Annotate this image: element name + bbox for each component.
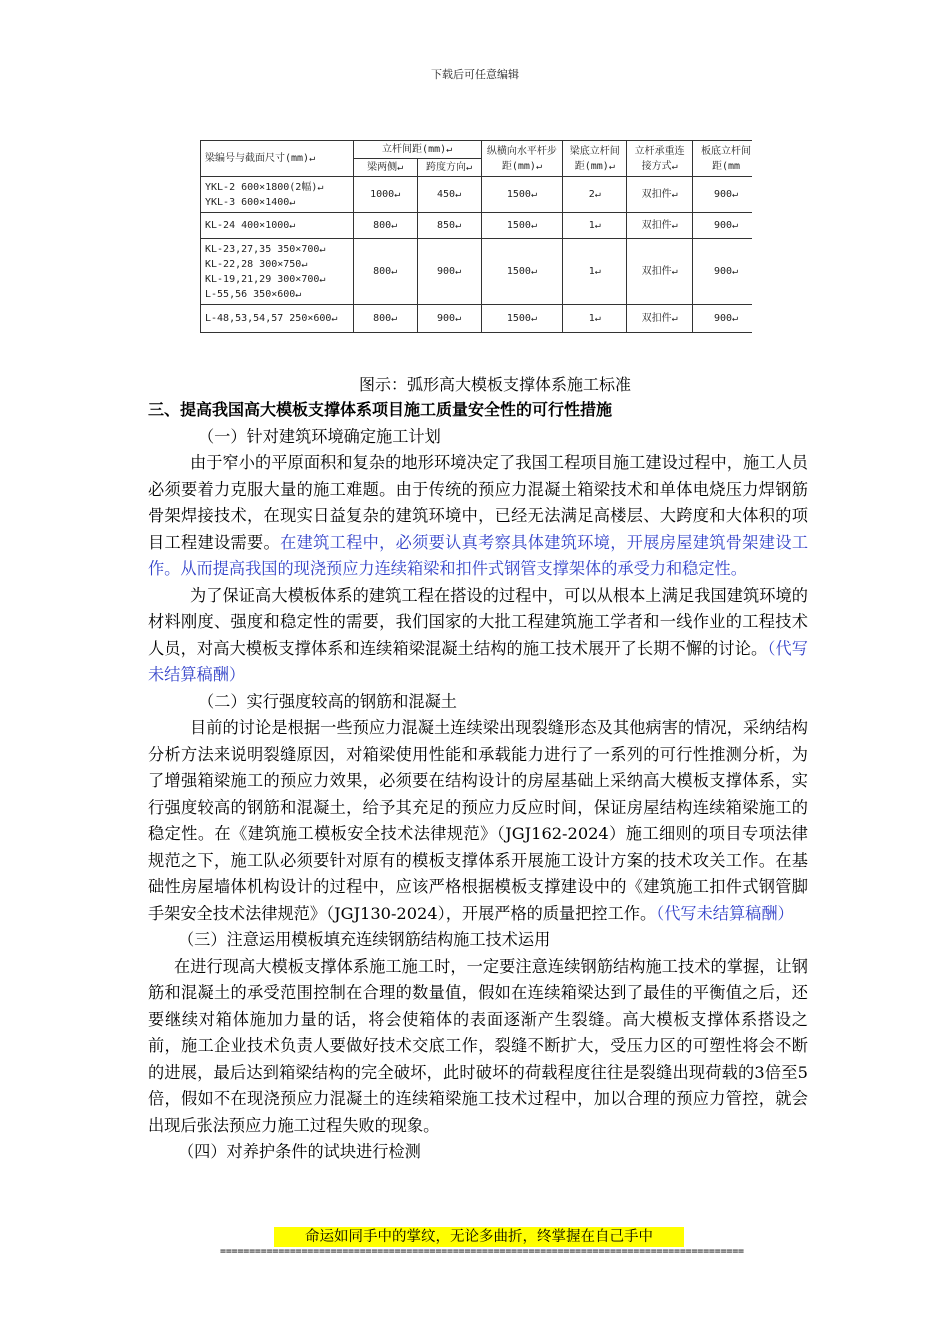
paragraph-4: 在进行现高大模板支撑体系施工施工时，一定要注意连续钢筋结构施工技术的掌握，让钢筋和混凝土的承受范围控制在合理的数量值，假如在连续箱梁达到了最佳的平衡值之后，还要继续对箱体施加力量的话，将会使箱体的表面逐渐产生裂缝。高大模板支撑体系搭设之前，施工企业技术负责人要做好技术交底工作，裂缝不断扩大，受压力区的可塑性将会不断的进展，最后达到箱梁结构的完全破坏，此时破坏的荷载程度往往是裂缝出现荷载的3倍至5倍，假如不在现浇预应力混凝土的连续箱梁施工技术过程中，加以合理的预应力管控，就会出现后张法预应力施工过程失败的现象。 bbox=[148, 956, 808, 1135]
paragraph-3-note: （代写未结算稿酬） bbox=[656, 903, 794, 923]
row-both: 800↵ bbox=[353, 213, 417, 239]
row-both: 1000↵ bbox=[353, 177, 417, 213]
header-step: 纵横向水平杆步距(mm)↵ bbox=[481, 141, 563, 177]
row-both: 800↵ bbox=[353, 305, 417, 333]
paragraph-3: 目前的讨论是根据一些预应力混凝土连续梁出现裂缝形态及其他病害的情况，采纳结构分析方法来说明裂缝原因，对箱梁使用性能和承载能力进行了一系列的可行性推测分析，为了增强箱梁施工的预应力效果，必须要在结构设计的房屋基础上采纳高大模板支撑体系，实行强度较高的钢筋和混凝土，给予其充足的预应力反应时间，保证房屋结构连续箱梁施工的稳定性。在《建筑施工模板安全技术法律规范》（JGJ162-2024）施工细则的项目专项法律规范之下，施工队必须要针对原有的模板支撑体系开展施工设计方案的技术攻关工作。在基础性房屋墙体机构设计的过程中，应该严格根据模板支撑建设中的《建筑施工扣件式钢管脚手架安全技术法律规范》（JGJ130-2024），开展严格的质量把控工作。（代写未结算稿酬） bbox=[148, 718, 808, 923]
row-conn: 双扣件↵ bbox=[627, 177, 693, 213]
subsection-heading-1: （一）针对建筑环境确定施工计划 bbox=[198, 426, 441, 446]
footer-rule: ========================================================================================== bbox=[220, 1246, 744, 1257]
header-slab: 板底立杆间距(mm bbox=[693, 141, 752, 177]
row-name: L-48,53,54,57 250×600↵ bbox=[201, 305, 354, 333]
row-both: 800↵ bbox=[353, 239, 417, 305]
row-slab: 900↵ bbox=[693, 305, 752, 333]
subsection-heading-2: （二）实行强度较高的钢筋和混凝土 bbox=[198, 691, 457, 711]
row-step: 1500↵ bbox=[481, 213, 563, 239]
row-bottom: 1↵ bbox=[563, 213, 627, 239]
paragraph-2: 为了保证高大模板体系的建筑工程在搭设的过程中，可以从根本上满足我国建筑环境的材料刚度、强度和稳定性的需要，我们国家的大批工程建筑施工学者和一线作业的工程技术人员，对高大模板支撑体系和连续箱梁混凝土结构的施工技术展开了长期不懈的讨论。（代写未结算稿酬） bbox=[148, 585, 808, 684]
spec-table-wrapper bbox=[200, 140, 752, 333]
figure-caption: 图示：弧形高大模板支撑体系施工标准 bbox=[358, 375, 631, 394]
table-row bbox=[201, 213, 753, 239]
row-bottom: 1↵ bbox=[563, 239, 627, 305]
row-span: 900↵ bbox=[417, 239, 481, 305]
table-row bbox=[201, 177, 753, 213]
table-row bbox=[201, 239, 753, 305]
header-span-direction: 跨度方向↵ bbox=[417, 159, 481, 177]
row-span: 850↵ bbox=[417, 213, 481, 239]
section-heading: 三、提高我国高大模板支撑体系项目施工质量安全性的可行性措施 bbox=[148, 400, 613, 419]
subsection-heading-4: （四）对养护条件的试块进行检测 bbox=[178, 1142, 421, 1161]
row-step: 1500↵ bbox=[481, 305, 563, 333]
footer-quote: 命运如同手中的掌纹，无论多曲折，终掌握在自己手中 bbox=[274, 1227, 684, 1247]
row-slab: 900↵ bbox=[693, 239, 752, 305]
spec-table bbox=[200, 140, 752, 333]
row-bottom: 1↵ bbox=[563, 305, 627, 333]
body-content bbox=[148, 397, 808, 1166]
paragraph-1-highlight: 在建筑工程中，必须要认真考察具体建筑环境，开展房屋建筑骨架建设工作。从而提高我国的现浇预应力连续箱梁和扣件式钢管支撑架体的承受力和稳定性。 bbox=[148, 532, 809, 578]
row-name: KL-24 400×1000↵ bbox=[201, 213, 354, 239]
row-slab: 900↵ bbox=[693, 177, 752, 213]
paragraph-2-note: （代写未结算稿酬） bbox=[148, 638, 808, 684]
row-conn: 双扣件↵ bbox=[627, 213, 693, 239]
header-note: 下载后可任意编辑 bbox=[431, 68, 519, 81]
row-conn: 双扣件↵ bbox=[627, 305, 693, 333]
row-step: 1500↵ bbox=[481, 239, 563, 305]
header-beam-bottom: 梁底立杆间距(mm)↵ bbox=[563, 141, 627, 177]
header-beam-id: 梁编号与截面尺寸(mm)↵ bbox=[201, 141, 354, 177]
row-name: KL-23,27,35 350×700↵ KL-22,28 300×750↵ KL-19,21,29 300×700↵ L-55,56 350×600↵ bbox=[201, 239, 354, 305]
paragraph-1: 由于窄小的平原面积和复杂的地形环境决定了我国工程项目施工建设过程中，施工人员必须要着力克服大量的施工难题。由于传统的预应力混凝土箱梁技术和单体电烧压力焊钢筋骨架焊接技术，在现实日益复杂的建筑环境中，已经无法满足高楼层、大跨度和大体积的项目工程建设需要。在建筑工程中，必须要认真考察具体建筑环境，开展房屋建筑骨架建设工作。从而提高我国的现浇预应力连续箱梁和扣件式钢管支撑架体的承受力和稳定性。 bbox=[148, 453, 809, 578]
row-slab: 900↵ bbox=[693, 213, 752, 239]
row-step: 1500↵ bbox=[481, 177, 563, 213]
header-connection: 立杆承重连接方式↵ bbox=[627, 141, 693, 177]
subsection-heading-3: （三）注意运用模板填充连续钢筋结构施工技术运用 bbox=[178, 930, 551, 949]
table-row bbox=[201, 305, 753, 333]
row-span: 450↵ bbox=[417, 177, 481, 213]
header-pole-spacing: 立杆间距(mm)↵ bbox=[353, 141, 481, 159]
row-span: 900↵ bbox=[417, 305, 481, 333]
row-name: YKL-2 600×1800(2幅)↵ YKL-3 600×1400↵ bbox=[201, 177, 354, 213]
row-bottom: 2↵ bbox=[563, 177, 627, 213]
header-both-sides: 梁两侧↵ bbox=[353, 159, 417, 177]
row-conn: 双扣件↵ bbox=[627, 239, 693, 305]
